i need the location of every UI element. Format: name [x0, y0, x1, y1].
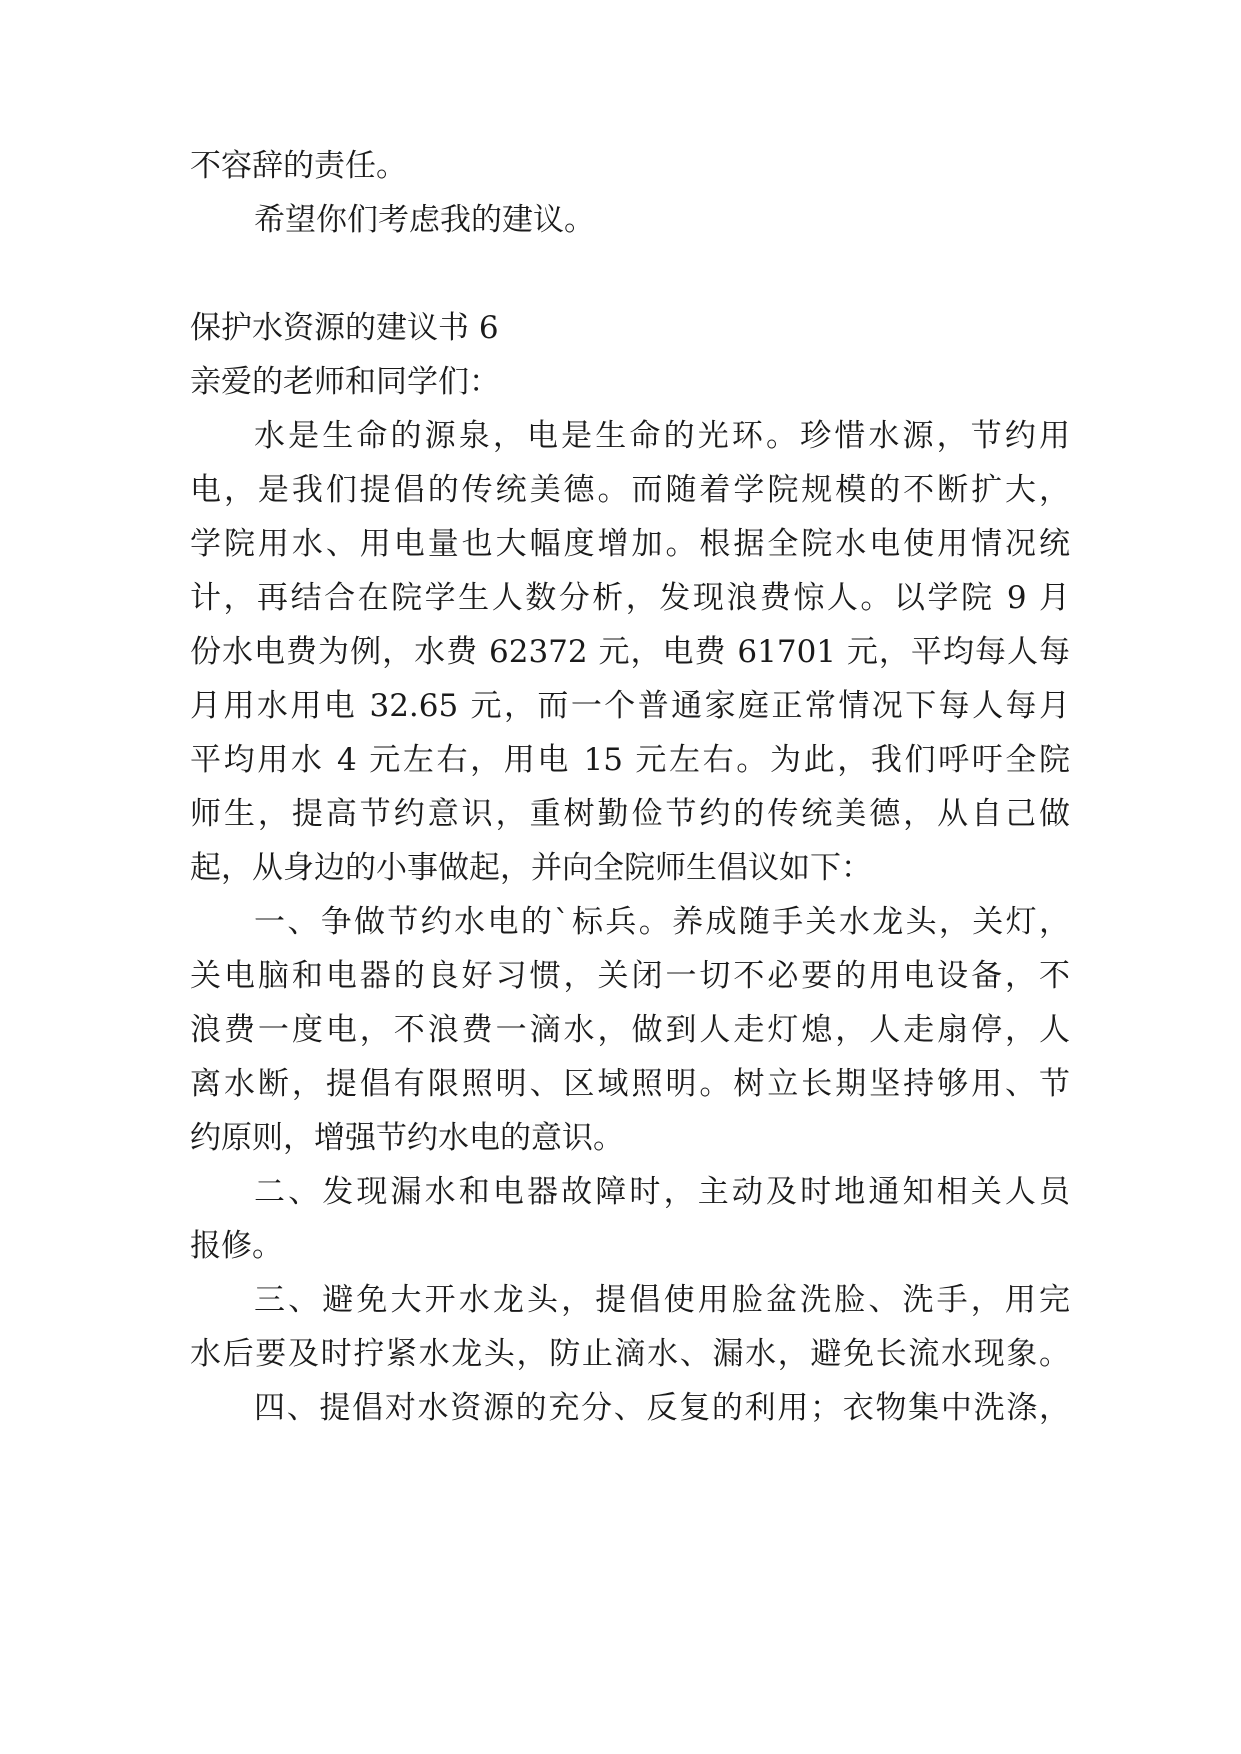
- paragraph-line: 师生，提高节约意识，重树勤俭节约的传统美德，从自己做: [190, 796, 1070, 832]
- paragraph-line: 二、发现漏水和电器故障时，主动及时地通知相关人员: [254, 1174, 1070, 1210]
- paragraph-line: 计，再结合在院学生人数分析，发现浪费惊人。以学院 9 月: [190, 580, 1070, 616]
- paragraph-line: 离水断，提倡有限照明、区域照明。树立长期坚持够用、节: [190, 1066, 1070, 1102]
- continuation-line: 不容辞的责任。: [190, 148, 407, 184]
- paragraph-line: 报修。: [190, 1228, 283, 1264]
- closing-line: 希望你们考虑我的建议。: [254, 202, 595, 238]
- paragraph-line: 约原则，增强节约水电的意识。: [190, 1120, 624, 1156]
- paragraph-line: 四、提倡对水资源的充分、反复的利用；衣物集中洗涤，: [254, 1390, 1070, 1426]
- salutation: 亲爱的老师和同学们：: [190, 364, 500, 400]
- paragraph-line: 电，是我们提倡的传统美德。而随着学院规模的不断扩大，: [190, 472, 1070, 508]
- section-title: 保护水资源的建议书 6: [190, 310, 499, 346]
- paragraph-line: 水后要及时拧紧水龙头，防止滴水、漏水，避免长流水现象。: [190, 1336, 1070, 1372]
- paragraph-line: 一、争做节约水电的`标兵。养成随手关水龙头，关灯，: [254, 904, 1070, 940]
- paragraph-line: 关电脑和电器的良好习惯，关闭一切不必要的用电设备，不: [190, 958, 1070, 994]
- paragraph-line: 月用水用电 32.65 元，而一个普通家庭正常情况下每人每月: [190, 688, 1070, 724]
- paragraph-line: 三、避免大开水龙头，提倡使用脸盆洗脸、洗手，用完: [254, 1282, 1070, 1318]
- paragraph-line: 学院用水、用电量也大幅度增加。根据全院水电使用情况统: [190, 526, 1070, 562]
- paragraph-line: 份水电费为例，水费 62372 元，电费 61701 元，平均每人每: [190, 634, 1070, 670]
- paragraph-line: 水是生命的源泉，电是生命的光环。珍惜水源，节约用: [254, 418, 1070, 454]
- paragraph-line: 浪费一度电，不浪费一滴水，做到人走灯熄，人走扇停，人: [190, 1012, 1070, 1048]
- paragraph-line: 起，从身边的小事做起，并向全院师生倡议如下：: [190, 850, 872, 886]
- paragraph-line: 平均用水 4 元左右，用电 15 元左右。为此，我们呼吁全院: [190, 742, 1070, 778]
